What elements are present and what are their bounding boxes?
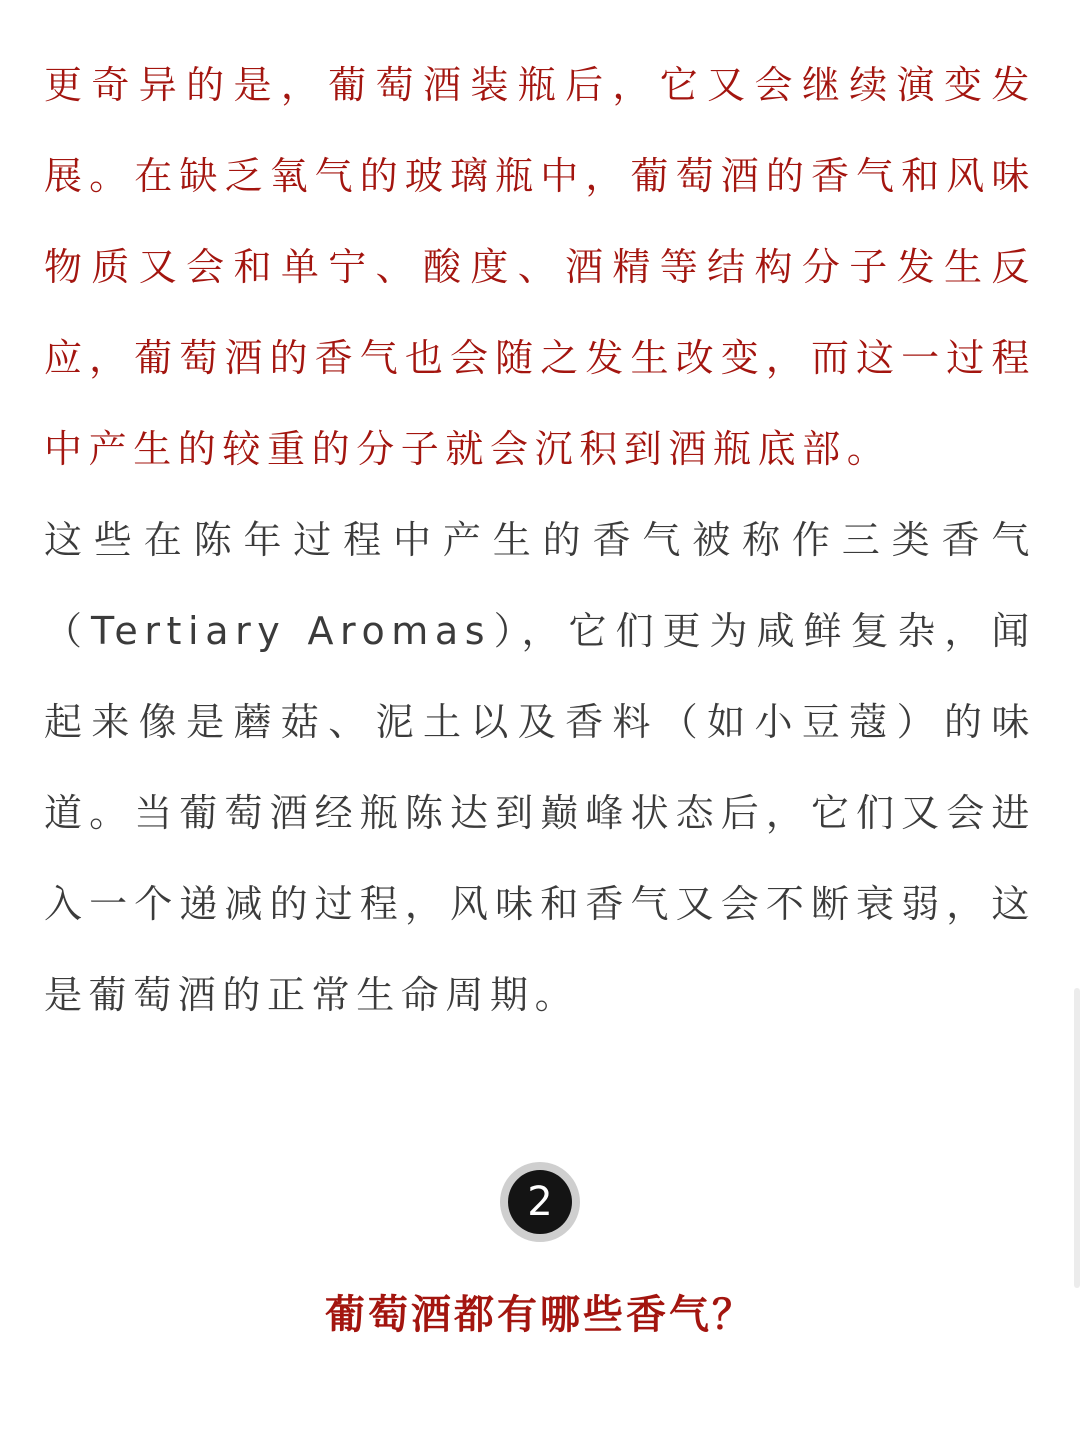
scrollbar[interactable] [1074,988,1080,1288]
section-heading: 葡萄酒都有哪些香气？ [325,1292,755,1338]
paragraph-bottling-evolution: 更奇异的是，葡萄酒装瓶后，它又会继续演变发展。在缺乏氧气的玻璃瓶中，葡萄酒的香气和风味物质又会和单宁、酸度、酒精等结构分子发生反应，葡萄酒的香气也会随之发生改变，而这一过程中产生的较重的分子就会沉积到酒瓶底部。 [44,63,1036,471]
paragraph-tertiary-aromas: 这些在陈年过程中产生的香气被称作三类香气（Tertiary Aromas），它们更为咸鲜复杂，闻起来像是蘑菇、泥土以及香料（如小豆蔻）的味道。当葡萄酒经瓶陈达到巅峰状态后，它们又会进入一个递减的过程，风味和香气又会不断衰弱，这是葡萄酒的正常生命周期。 [44,518,1036,1017]
section-number-badge [500,1162,580,1242]
article-body [44,40,1036,1041]
section-number: 2 [508,1170,572,1234]
